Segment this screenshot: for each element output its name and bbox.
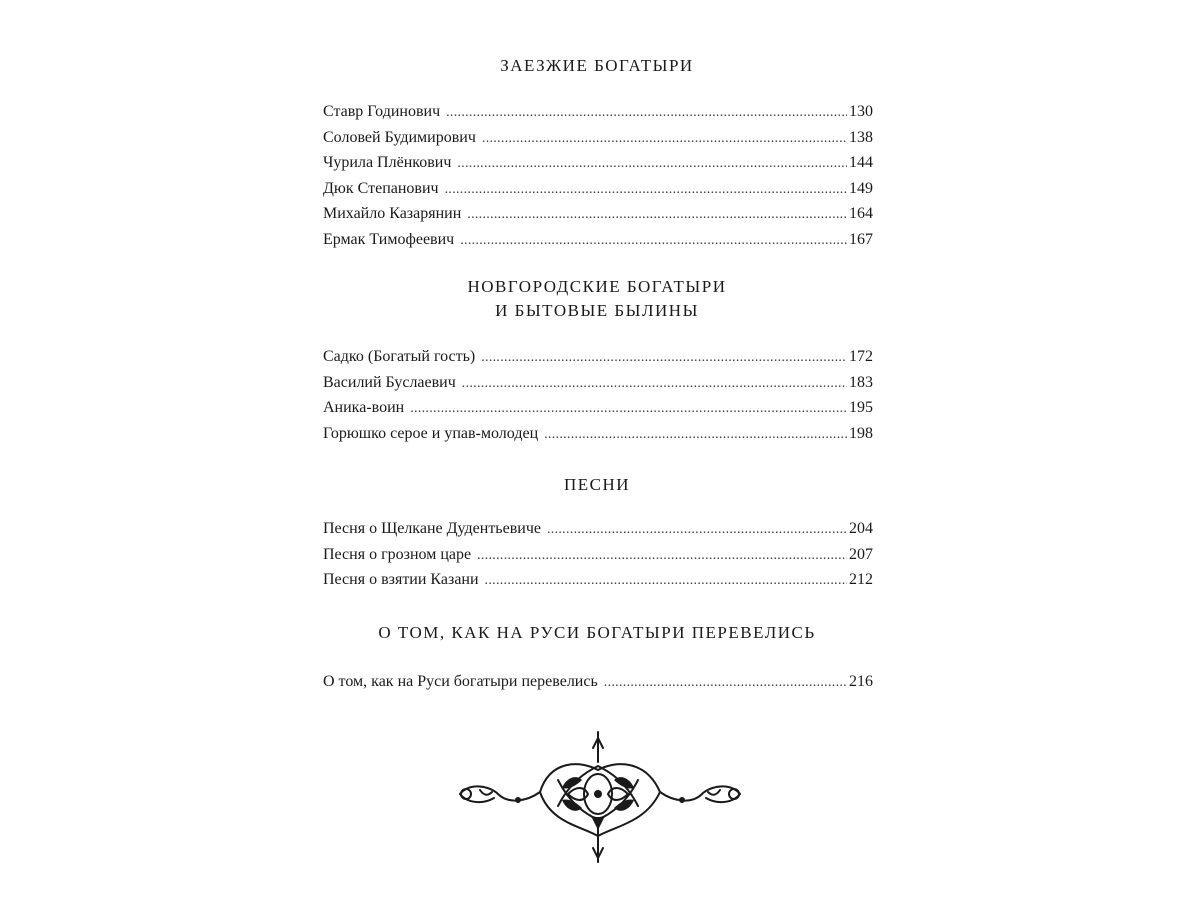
toc-entry-label: Песня о Щелкане Дудентьевиче (323, 520, 541, 537)
toc-entry[interactable] (323, 129, 873, 155)
dot-leader (477, 548, 847, 564)
toc-entry-page: 149 (849, 179, 873, 197)
dot-leader (467, 207, 847, 223)
toc-entry-page: 198 (849, 424, 873, 442)
toc-entry-page: 204 (849, 520, 873, 537)
toc-entry-page: 164 (849, 205, 873, 222)
toc-entry-page: 172 (849, 348, 873, 365)
toc-entry-label: Дюк Степанович (323, 179, 439, 197)
toc-entry-label: Песня о грозном царе (323, 545, 472, 563)
toc-entry[interactable] (323, 546, 873, 572)
toc-entry-label: Чурила Плёнкович (323, 154, 452, 171)
section-title-o-tom (322, 621, 872, 645)
toc-entry-label: Аника-воин (323, 399, 405, 416)
toc-entry[interactable] (323, 180, 873, 206)
toc-entry[interactable] (323, 205, 873, 231)
toc-entry-page: 212 (849, 571, 873, 588)
section-title-line: НОВГОРОДСКИЕ БОГАТЫРИ (467, 277, 727, 296)
toc-entry-page: 195 (849, 399, 873, 416)
toc-entry-page: 130 (849, 103, 873, 120)
dot-leader (544, 427, 847, 443)
dot-leader (462, 376, 847, 392)
toc-entry-page: 138 (849, 128, 873, 146)
section-title-novgorodskie (322, 275, 872, 323)
dot-leader (485, 573, 847, 589)
dot-leader (410, 401, 847, 417)
toc-entry[interactable] (323, 399, 873, 425)
toc-entry[interactable] (323, 520, 873, 546)
toc-entry[interactable] (323, 673, 873, 699)
toc-entry-label: Михайло Казарянин (323, 205, 462, 222)
toc-entry-label: Соловей Будимирович (323, 128, 476, 146)
toc-list-pesni (323, 520, 873, 597)
section-title-line: ЗАЕЗЖИЕ БОГАТЫРИ (500, 56, 694, 75)
toc-entry-label: Василий Буслаевич (323, 373, 456, 391)
toc-entry-page: 144 (849, 154, 873, 171)
toc-entry-label: О том, как на Руси богатыри перевелись (323, 673, 598, 690)
section-title-line: И БЫТОВЫЕ БЫЛИНЫ (495, 301, 699, 320)
toc-entry-page: 216 (849, 673, 873, 690)
toc-entry[interactable] (323, 374, 873, 400)
dot-leader (460, 233, 847, 249)
toc-entry[interactable] (323, 231, 873, 257)
toc-entry[interactable] (323, 571, 873, 597)
toc-entry-page: 167 (849, 230, 873, 248)
toc-entry[interactable] (323, 348, 873, 374)
celtic-knot-ornament-icon (450, 730, 750, 865)
section-title-zaezzhie (322, 54, 872, 78)
toc-entry-label: Песня о взятии Казани (323, 571, 479, 588)
dot-leader (457, 156, 847, 172)
dot-leader (481, 350, 847, 366)
toc-entry-page: 207 (849, 545, 873, 563)
toc-entry-label: Ставр Годинович (323, 103, 441, 120)
dot-leader (604, 675, 847, 691)
toc-entry-label: Ермак Тимофеевич (323, 230, 455, 248)
section-title-pesni (322, 473, 872, 497)
toc-entry-page: 183 (849, 373, 873, 391)
toc-list-o-tom (323, 673, 873, 699)
toc-list-novgorodskie (323, 348, 873, 450)
section-title-line: ПЕСНИ (563, 475, 631, 494)
dot-leader (547, 522, 847, 538)
section-title-line: О ТОМ, КАК НА РУСИ БОГАТЫРИ ПЕРЕВЕЛИСЬ (378, 623, 816, 642)
toc-entry[interactable] (323, 425, 873, 451)
toc-entry[interactable] (323, 154, 873, 180)
toc-entry[interactable] (323, 103, 873, 129)
dot-leader (482, 131, 847, 147)
dot-leader (446, 105, 847, 121)
toc-entry-label: Садко (Богатый гость) (323, 348, 476, 365)
toc-list-zaezzhie (323, 103, 873, 256)
dot-leader (445, 182, 847, 198)
toc-entry-label: Горюшко серое и упав-молодец (323, 424, 539, 442)
